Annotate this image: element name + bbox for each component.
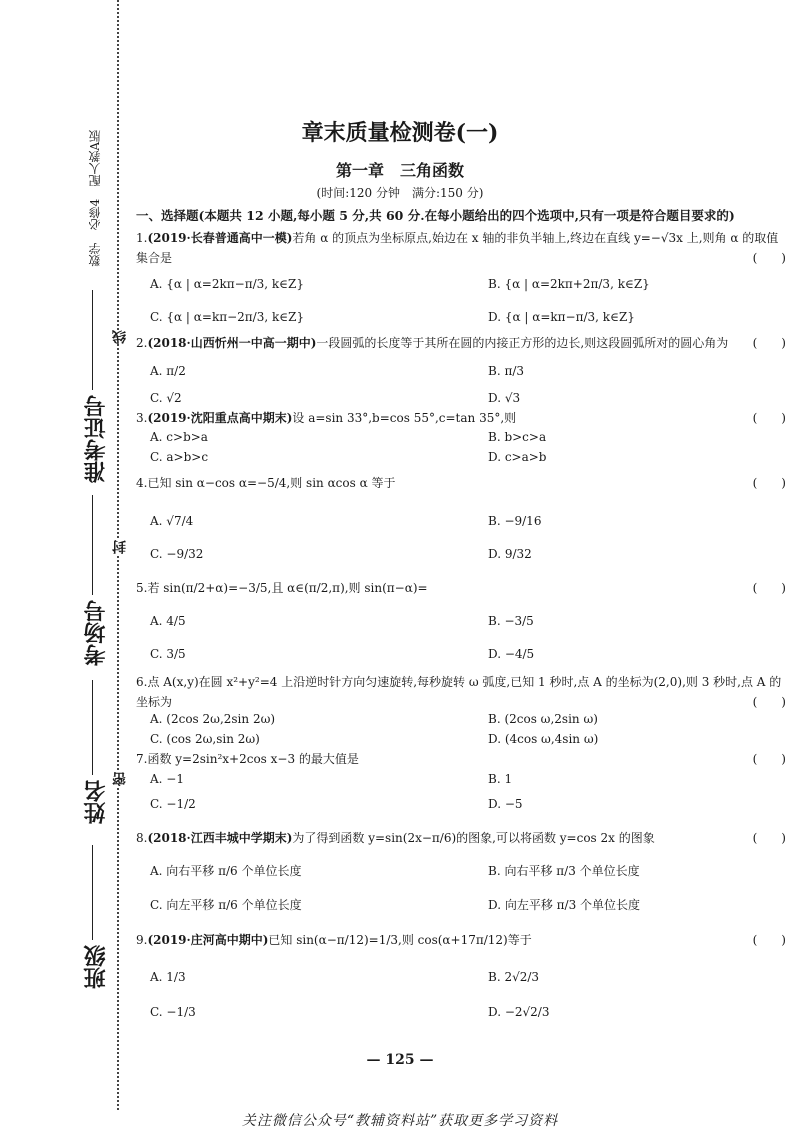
q7-option-d[interactable]: D. −5 (488, 797, 523, 811)
exam-number-label: 准考证号 (83, 395, 109, 483)
exam-room-label: 考场号 (83, 600, 109, 666)
q6-option-c[interactable]: C. (cos 2ω,sin 2ω) (150, 732, 260, 746)
exam-number-line (92, 290, 93, 390)
q6-option-d[interactable]: D. (4cos ω,4sin ω) (488, 732, 599, 746)
q2-option-d[interactable]: D. √3 (488, 391, 521, 405)
q5-option-b[interactable]: B. −3/5 (488, 614, 534, 628)
question-2: 2.(2018·山西忻州一中高一期中)一段圆弧的长度等于其所在圆的内接正方形的边长,则这段圆弧所对的圆心角为 ( ) (136, 336, 786, 350)
q1-option-a[interactable]: A. {α | α=2kπ−π/3, k∈Z} (150, 277, 305, 291)
q7-option-a[interactable]: A. −1 (150, 772, 184, 786)
q4-option-b[interactable]: B. −9/16 (488, 514, 542, 528)
q4-option-d[interactable]: D. 9/32 (488, 547, 532, 561)
question-9: 9.(2019·庄河高中期中)已知 sin(α−π/12)=1/3,则 cos(α+17π/12)等于 ( ) (136, 933, 786, 947)
q5-option-a[interactable]: A. 4/5 (150, 614, 186, 628)
q3-option-d[interactable]: D. c>a>b (488, 450, 547, 464)
q3-option-a[interactable]: A. c>b>a (150, 430, 208, 444)
class-line (92, 845, 93, 940)
q9-option-c[interactable]: C. −1/3 (150, 1005, 196, 1019)
q2-option-c[interactable]: C. √2 (150, 391, 182, 405)
q8-option-c[interactable]: C. 向左平移 π/6 个单位长度 (150, 898, 302, 912)
q4-option-a[interactable]: A. √7/4 (150, 514, 194, 528)
name-label: 姓名 (83, 780, 109, 824)
q1-option-b[interactable]: B. {α | α=2kπ+2π/3, k∈Z} (488, 277, 650, 291)
q6-option-b[interactable]: B. (2cos ω,2sin ω) (488, 712, 598, 726)
q9-option-b[interactable]: B. 2√2/3 (488, 970, 540, 984)
q1-option-c[interactable]: C. {α | α=kπ−2π/3, k∈Z} (150, 310, 305, 324)
q7-option-c[interactable]: C. −1/2 (150, 797, 196, 811)
page-number: — 125 — (366, 1052, 434, 1068)
q5-option-d[interactable]: D. −4/5 (488, 647, 535, 661)
question-8: 8.(2018·江西丰城中学期末)为了得到函数 y=sin(2x−π/6)的图象,可以将函数 y=cos 2x 的图象 ( ) (136, 831, 786, 845)
q2-option-a[interactable]: A. π/2 (150, 364, 186, 378)
question-6: 6.点 A(x,y)在圆 x²+y²=4 上沿逆时针方向匀速旋转,每秒旋转 ω 弧度,已知 1 秒时,点 A 的坐标为(2,0),则 3 秒时,点 A 的坐标为 ( ) (136, 675, 786, 709)
q8-option-b[interactable]: B. 向右平移 π/3 个单位长度 (488, 864, 640, 878)
class-label: 班级 (83, 945, 109, 989)
q2-option-b[interactable]: B. π/3 (488, 364, 525, 378)
q6-option-a[interactable]: A. (2cos 2ω,2sin 2ω) (150, 712, 276, 726)
q3-option-b[interactable]: B. b>c>a (488, 430, 547, 444)
exam-room-line (92, 495, 93, 595)
question-4: 4.已知 sin α−cos α=−5/4,则 sin αcos α 等于 ( ) (136, 476, 786, 490)
chapter-title: 第一章 三角函数 (335, 161, 464, 180)
q8-option-a[interactable]: A. 向右平移 π/6 个单位长度 (150, 864, 302, 878)
question-7: 7.函数 y=2sin²x+2cos x−3 的最大值是 ( ) (136, 752, 786, 766)
subject-label: 数学 必修4 配人教A版 (88, 130, 102, 267)
time-info: (时间:120 分钟 满分:150 分) (316, 186, 484, 200)
q4-option-c[interactable]: C. −9/32 (150, 547, 204, 561)
binding-word-seal: 封 (112, 540, 128, 554)
q7-option-b[interactable]: B. 1 (488, 772, 513, 786)
q9-option-d[interactable]: D. −2√2/3 (488, 1005, 550, 1019)
footer-promo: 关注微信公众号“教辅资料站”获取更多学习资料 (241, 1113, 559, 1129)
q3-option-c[interactable]: C. a>b>c (150, 450, 209, 464)
binding-word-line: 线 (112, 330, 128, 344)
q5-option-c[interactable]: C. 3/5 (150, 647, 186, 661)
section-heading: 一、选择题(本题共 12 小题,每小题 5 分,共 60 分.在每小题给出的四个选项中,只有一项是符合题目要求的) (136, 208, 735, 223)
name-line (92, 680, 93, 775)
page-title: 章末质量检测卷(一) (301, 120, 499, 146)
question-5: 5.若 sin(π/2+α)=−3/5,且 α∈(π/2,π),则 sin(π−α)= ( ) (136, 581, 786, 595)
q1-option-d[interactable]: D. {α | α=kπ−π/3, k∈Z} (488, 310, 635, 324)
q8-option-d[interactable]: D. 向左平移 π/3 个单位长度 (488, 898, 641, 912)
question-1: 1.(2019·长春普通高中一模)若角 α 的顶点为坐标原点,始边在 x 轴的非负半轴上,终边在直线 y=−√3x 上,则角 α 的取值集合是 ( ) (136, 231, 786, 265)
q9-option-a[interactable]: A. 1/3 (150, 970, 186, 984)
question-3: 3.(2019·沈阳重点高中期末)设 a=sin 33°,b=cos 55°,c=tan 35°,则 ( ) (136, 411, 786, 425)
binding-word-secret: 密 (112, 772, 128, 786)
